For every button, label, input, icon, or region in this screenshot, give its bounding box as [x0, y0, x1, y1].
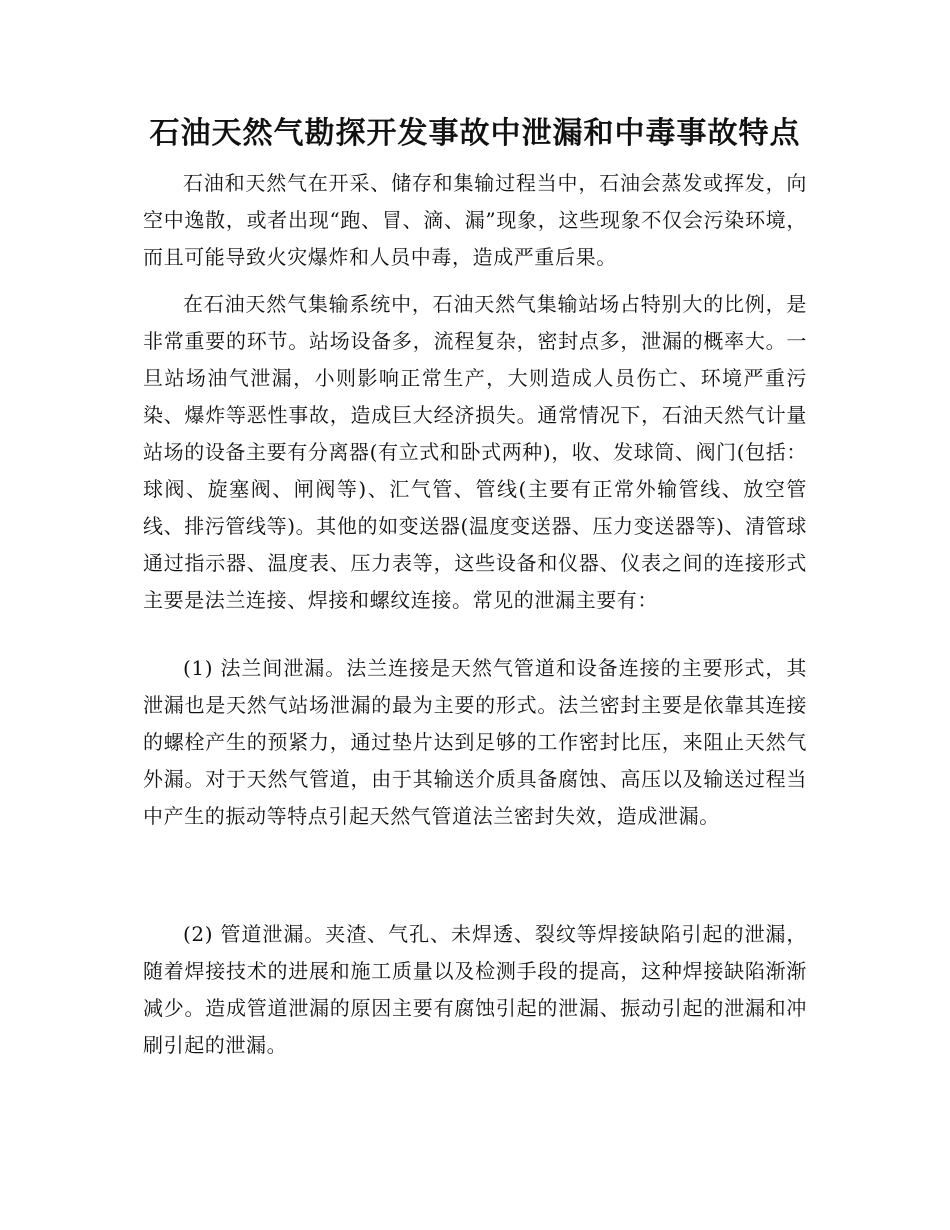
paragraph-flange-leak: (1) 法兰间泄漏。法兰连接是天然气管道和设备连接的主要形式，其泄漏也是天然气站场泄漏的最为主要的形式。法兰密封主要是依靠其连接的螺栓产生的预紧力，通过垫片达到足够的工作密封比压，来阻止天然气外漏。对于天然气管道，由于其输送介质具备腐蚀、高压以及输送过程当中产生的振动等特点引起天然气管道法兰密封失效，造成泄漏。 [143, 656, 807, 828]
paragraph-intro: 石油和天然气在开采、储存和集输过程当中，石油会蒸发或挥发，向空中逸散，或者出现“跑、冒、滴、漏”现象，这些现象不仅会污染环境，而且可能导致火灾爆炸和人员中毒，造成严重后果。 [143, 171, 807, 269]
paragraph-pipeline-leak: (2) 管道泄漏。夹渣、气孔、未焊透、裂纹等焊接缺陷引起的泄漏，随着焊接技术的进展和施工质量以及检测手段的提高，这种焊接缺陷渐渐减少。造成管道泄漏的原因主要有腐蚀引起的泄漏、振动引起的泄漏和冲刷引起的泄漏。 [143, 922, 807, 1057]
document-title: 石油天然气勘探开发事故中泄漏和中毒事故特点 [149, 116, 801, 151]
paragraph-station-equipment: 在石油天然气集输系统中，石油天然气集输站场占特别大的比例，是非常重要的环节。站场设备多，流程复杂，密封点多，泄漏的概率大。一旦站场油气泄漏，小则影响正常生产，大则造成人员伤亡、环境严重污染、爆炸等恶性事故，造成巨大经济损失。通常情况下，石油天然气计量站场的设备主要有分离器(有立式和卧式两种)，收、发球筒、阀门(包括：球阀、旋塞阀、闸阀等)、汇气管、管线(主要有正常外输管线、放空管线、排污管线等)。其他的如变送器(温度变送器、压力变送器等)、清管球通过指示器、温度表、压力表等，这些设备和仪器、仪表之间的连接形式主要是法兰连接、焊接和螺纹连接。常见的泄漏主要有： [143, 292, 807, 612]
